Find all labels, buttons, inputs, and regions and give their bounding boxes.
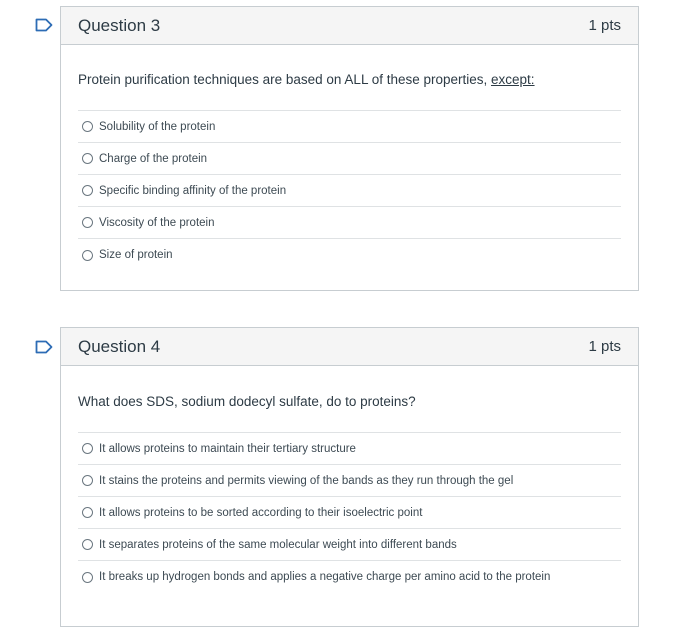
answer-option[interactable] [78, 111, 621, 143]
answer-list [78, 110, 621, 271]
question-header [61, 7, 638, 45]
radio-button-icon[interactable] [82, 572, 93, 583]
question-prompt [78, 45, 621, 101]
question-points: 1 pts [588, 17, 621, 34]
answer-label: Viscosity of the protein [99, 216, 215, 229]
radio-button-icon[interactable] [82, 475, 93, 486]
radio-button-icon[interactable] [82, 539, 93, 550]
answer-option[interactable] [78, 433, 621, 465]
answer-label: It stains the proteins and permits viewing of the bands as they run through the gel [99, 474, 514, 487]
answer-option[interactable] [78, 143, 621, 175]
question-points: 1 pts [588, 338, 621, 355]
radio-button-icon[interactable] [82, 507, 93, 518]
answer-label: Specific binding affinity of the protein [99, 184, 287, 197]
radio-button-icon[interactable] [82, 185, 93, 196]
question-body [61, 45, 638, 271]
radio-button-icon[interactable] [82, 217, 93, 228]
answer-option[interactable] [78, 529, 621, 561]
question-body [61, 366, 638, 593]
question-header [61, 328, 638, 366]
radio-button-icon[interactable] [82, 121, 93, 132]
radio-button-icon[interactable] [82, 250, 93, 261]
flag-question-4-icon[interactable] [35, 340, 53, 354]
question-prompt-text: Protein purification techniques are based on ALL of these properties, [78, 72, 492, 87]
answer-option[interactable] [78, 207, 621, 239]
flag-question-3-icon[interactable] [35, 18, 53, 32]
answer-label: Charge of the protein [99, 152, 208, 165]
answer-label: Size of protein [99, 249, 173, 261]
question-prompt-emphasis: except: [491, 72, 535, 87]
answer-label: It separates proteins of the same molecular weight into different bands [99, 538, 457, 551]
question-4-card [60, 327, 639, 627]
question-3-card [60, 6, 639, 291]
answer-label: It allows proteins to be sorted according to their isoelectric point [99, 506, 423, 519]
question-title: Question 4 [78, 336, 161, 356]
answer-option[interactable] [78, 239, 621, 271]
answer-option[interactable] [78, 497, 621, 529]
question-title: Question 3 [78, 15, 161, 35]
answer-option[interactable] [78, 465, 621, 497]
answer-option[interactable] [78, 561, 621, 593]
answer-list [78, 432, 621, 593]
answer-option[interactable] [78, 175, 621, 207]
radio-button-icon[interactable] [82, 443, 93, 454]
question-prompt: What does SDS, sodium dodecyl sulfate, do to proteins? [78, 394, 416, 409]
answer-label: It allows proteins to maintain their tertiary structure [99, 442, 356, 455]
radio-button-icon[interactable] [82, 153, 93, 164]
answer-label: It breaks up hydrogen bonds and applies a negative charge per amino acid to the protein [99, 571, 551, 583]
answer-label: Solubility of the protein [99, 120, 216, 133]
